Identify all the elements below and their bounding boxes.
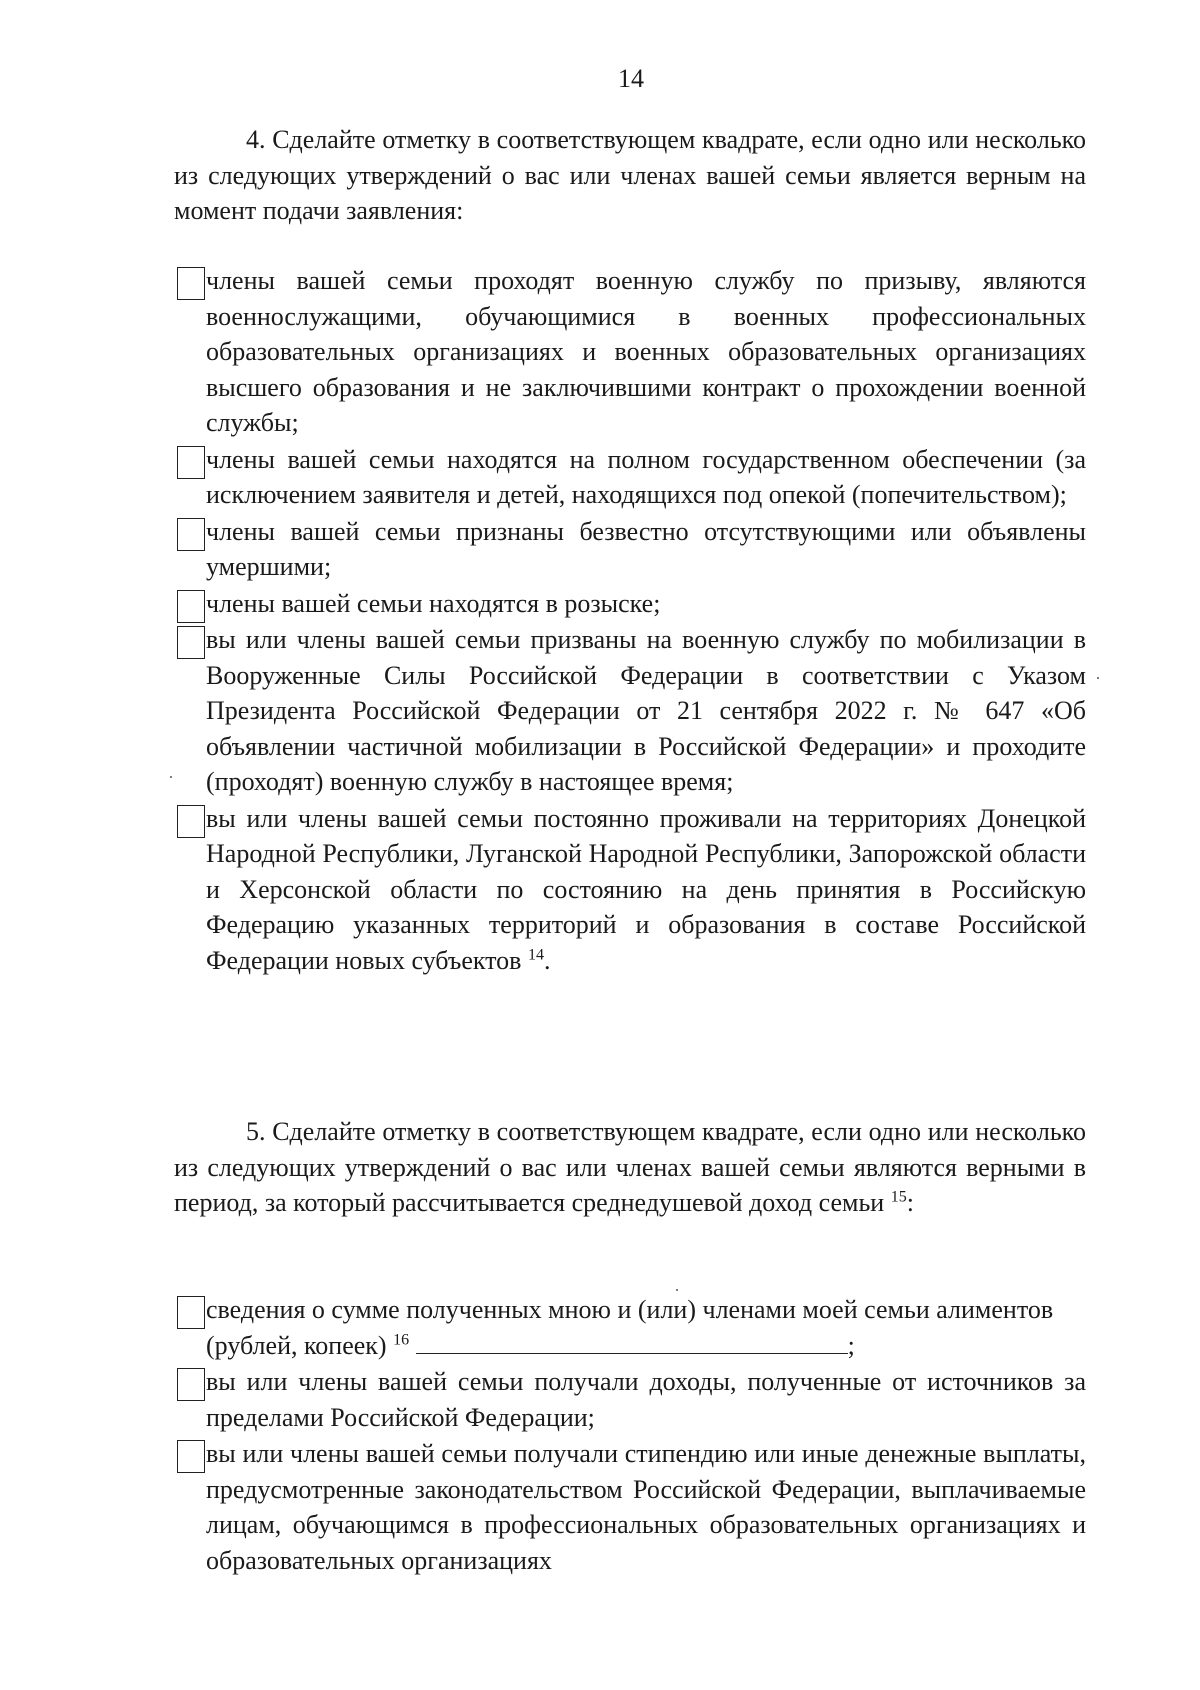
scan-speck: [1097, 677, 1099, 679]
checklist-item-text: члены вашей семьи находятся в розыске;: [206, 588, 661, 618]
checklist-item-mobilization: [174, 622, 1086, 800]
checklist-item-wanted: [174, 586, 1086, 622]
checklist-item-state-support: [174, 442, 1086, 513]
footnote-marker: 14: [527, 945, 544, 963]
checkbox[interactable]: [177, 1440, 205, 1473]
checklist-item-alimony: [174, 1292, 1086, 1363]
item-ending: .: [543, 945, 551, 975]
checklist-item-stipend: [174, 1436, 1086, 1578]
checkbox[interactable]: [177, 518, 205, 551]
checklist-item-text-wrap: [206, 1292, 1086, 1363]
checkbox[interactable]: [177, 626, 205, 659]
checklist-item-text: вы или члены вашей семьи постоянно проживали на территориях Донецкой Народной Республики, Луганской Народной Республики, Запорожской области и Херсонской области по состоянию на день принятия в Российскую Федерацию указанных территорий и образования в составе Российской Федерации новых субъектов: [206, 803, 1086, 975]
checklist-item-new-territories: [174, 801, 1086, 979]
checklist-item-text: члены вашей семьи признаны безвестно отсутствующими или объявлены умершими;: [206, 516, 1086, 581]
section-5-intro: [174, 1114, 1086, 1221]
section-4-intro: 4. Сделайте отметку в соответствующем квадрате, если одно или несколько из следующих утверждений о вас или членах вашей семьи является верным на момент подачи заявления:: [174, 125, 1086, 225]
checkbox[interactable]: [177, 590, 205, 623]
footnote-marker: 16: [393, 1330, 410, 1348]
checkbox[interactable]: [177, 1368, 205, 1401]
checkbox[interactable]: [177, 1296, 205, 1329]
section-4-checklist: [174, 263, 1086, 979]
checklist-item-text: сведения о сумме полученных мною и (или) членами моей семьи алиментов (рублей, копеек): [206, 1295, 1054, 1360]
checklist-item-text: члены вашей семьи проходят военную службу по призыву, являются военнослужащими, обучающимися в военных профессиональных образовательных организациях и военных образовательных организациях высшего образования и не заключившими контракт о прохождении военной службы;: [206, 266, 1086, 437]
checklist-item-text: вы или члены вашей семьи получали стипендию или иные денежные выплаты, предусмотренные законодательством Российской Федерации, выплачиваемые лицам, обучающимся в профессиональных образовательных организациях и образовательных организациях: [206, 1439, 1086, 1575]
checklist-item-text-wrap: [206, 801, 1086, 979]
section-5-checklist: [174, 1292, 1086, 1579]
checkbox[interactable]: [177, 267, 205, 300]
intro-ending: :: [906, 1188, 914, 1217]
scan-speck: [676, 1289, 678, 1291]
scan-speck: [170, 776, 172, 778]
section-5-intro-text: 5. Сделайте отметку в соответствующем квадрате, если одно или несколько из следующих утверждений о вас или членах вашей семьи являются верными в период, за который рассчитывается среднедушевой доход семьи: [174, 1117, 1086, 1217]
checklist-item-conscription: [174, 263, 1086, 441]
alimony-amount-field[interactable]: [416, 1331, 848, 1354]
checklist-item-text: члены вашей семьи находятся на полном государственном обеспечении (за исключением заявителя и детей, находящихся под опекой (попечительством);: [206, 444, 1086, 509]
checklist-item-missing-deceased: [174, 514, 1086, 585]
item-ending: ;: [847, 1330, 855, 1360]
checklist-item-foreign-income: [174, 1364, 1086, 1435]
checklist-item-text: вы или члены вашей семьи призваны на военную службу по мобилизации в Вооруженные Силы Российской Федерации в соответствии с Указом Президента Российской Федерации от 21 сентября 2022 г. № 647 «Об объявлении частичной мобилизации в Российской Федерации» и проходите (проходят) военную службу в настоящее время;: [206, 625, 1086, 796]
checklist-item-text: вы или члены вашей семьи получали доходы, полученные от источников за пределами Российской Федерации;: [206, 1367, 1086, 1432]
checkbox[interactable]: [177, 446, 205, 479]
checkbox[interactable]: [177, 805, 205, 838]
page-number: 14: [618, 64, 644, 93]
footnote-marker: 15: [890, 1188, 907, 1206]
